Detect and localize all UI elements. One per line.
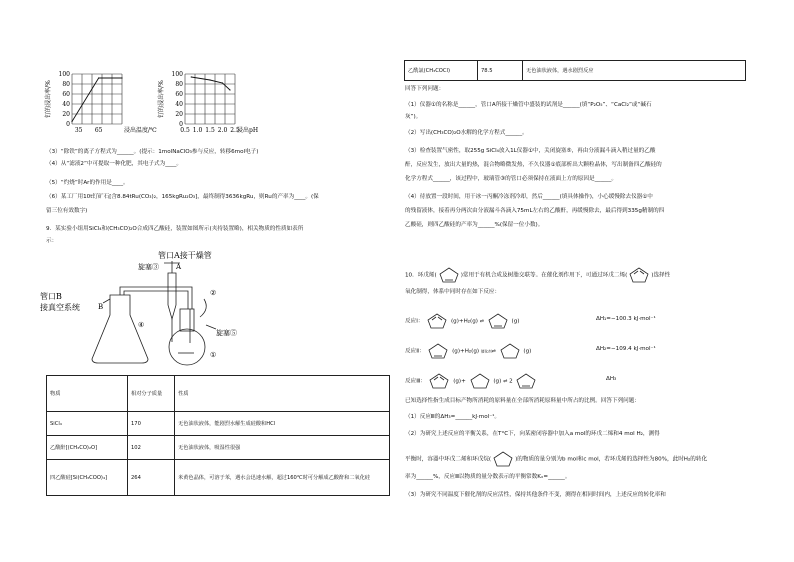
reaction-1-label: 反应Ⅰ： (405, 318, 424, 325)
reaction-1-mid: (g)+H₂(g) (451, 318, 478, 325)
q10-part1: （1）反应Ⅲ的ΔH₃=______kJ·mol⁻¹。 (405, 414, 501, 420)
label-n2: ② (210, 289, 217, 297)
chart1-series-line (72, 78, 122, 122)
equilibrium-arrow-icon: ⇌ (503, 378, 508, 385)
cell-properties: 米黄色晶体，可溶于苯，遇水会迅速水解，超过160℃时可分解成乙酸酐和二氧化硅 (175, 460, 390, 496)
reaction-3-dh: ΔH₃ (606, 376, 617, 382)
chart2-data-point (191, 76, 192, 77)
reaction-1-after: (g) (511, 318, 520, 325)
r-q4-line2: 的残留液体，接着再分两次由分液漏斗各滴入75mL左右的乙酸酐，再缓慢除去，最后得到335g精制的四 (405, 208, 665, 214)
reaction-2-label: 反应Ⅱ： (405, 348, 425, 355)
round-bottom-flask (169, 329, 205, 365)
reaction-2 (405, 342, 531, 360)
chart2-data-point (209, 79, 210, 80)
r-q3-line3: 化学方程式______，该过程中，玻璃管③的管口必须保持在液面上方的原因是______。 (405, 176, 617, 182)
reaction-2-after: (g) (523, 348, 532, 355)
header-mass: 相对分子质量 (128, 376, 175, 412)
chart1-data-point (98, 77, 99, 78)
table-row (47, 436, 390, 460)
chart2-ylabel: 钌的浸出率/% (158, 80, 165, 118)
reaction-1-dh: ΔH₁=−100.3 kJ·mol⁻¹ (596, 316, 656, 322)
cyclopentene-icon (426, 342, 450, 360)
q10-part2-line1: （2）为研究上述反应的平衡关系，在T°C下，向某密闭容器中加入a mol的环戊二烯和4 mol H₂，测得 (405, 431, 660, 437)
question-4: （4）从“滤液2”中可提取一种化肥，其电子式为____。 (46, 161, 182, 167)
question-5: （5）“灼烧”时Ar的作用是____。 (46, 180, 129, 186)
chart2-xtick-label: 1.5 (205, 127, 215, 134)
cyclopentadiene-icon (627, 266, 651, 284)
chart2-series-line (191, 77, 230, 90)
chart2-ytick-label: 60 (175, 91, 183, 98)
table-row (47, 460, 390, 496)
cyclopentadiene-icon (425, 312, 449, 330)
cell-properties: 无色油状液体，吸湿性很强 (175, 436, 390, 460)
q10-part2-line3: 率为______%，反应Ⅲ以物质的量分数表示的平衡常数Kₓ=______。 (405, 474, 571, 480)
table-row (405, 61, 746, 81)
chart1-data-point (71, 121, 72, 122)
reaction-3-label: 反应Ⅲ： (405, 378, 426, 385)
chart1-xlabel: 浸出温度/℃ (124, 127, 157, 134)
catalyst-label: 催化剂 (480, 349, 492, 354)
table-header-row (47, 376, 390, 412)
question-6-line1: （6）某工厂用10t钌矿石[含8.84tRu(CO₃)₂，165kgRu₂O₃]，最终制得3636kgRu，则Ru的产率为____。(保 (46, 194, 319, 200)
q10-line1 (405, 266, 670, 284)
chart2-data-point (222, 82, 223, 83)
cyclopentane-icon (468, 372, 492, 390)
chart-temperature (40, 66, 170, 146)
label-stopcock-5: 旋塞⑤ (216, 329, 237, 337)
cell-properties: 无色油状液体，能剧烈水解生成硅酸和HCl (175, 412, 390, 436)
chart2-grid (185, 74, 235, 124)
top-table-row (404, 60, 746, 81)
q10-part2-post: )的物质的量分别为b mol和c mol，若环戊烯的选择性为80%，此时H₂的转化 (515, 456, 708, 463)
q10-part2-line2 (405, 450, 707, 468)
header-substance: 物质 (47, 376, 128, 412)
chart2-xtick-label: 1.0 (192, 127, 203, 134)
cell-substance: 乙酸酐[(CH₃CO)₂O] (47, 436, 128, 460)
cyclopentadiene-icon (427, 372, 451, 390)
r-q2: （2）写出(CH₃CO)₂O水解的化学方程式______。 (405, 130, 528, 136)
cell-substance: SiCl₄ (47, 412, 128, 436)
chart1-xtick-label: 65 (94, 127, 103, 134)
chart1-ytick-label: 40 (62, 101, 70, 108)
dropping-funnel (168, 273, 176, 319)
chart2-ytick-label: 0 (179, 121, 183, 128)
equilibrium-arrow-icon: ⇌ (479, 318, 484, 325)
q10-pre: 10．环戊烯( (405, 272, 437, 279)
q10-post: )常用于有机合成及树脂交联等。在催化剂作用下，可通过环戊二烯( (460, 272, 628, 279)
reaction-2-dh: ΔH₂=−109.4 kJ·mol⁻¹ (596, 346, 656, 352)
r-q1-line2: 灰”)。 (405, 114, 422, 120)
chart-ph (153, 66, 273, 146)
r-q1-line1: （1）仪器①的名称是______，管口A所接干燥管中盛装的试剂是______(填“P₂O₅”、“CaCl₂”或“碱石 (405, 102, 652, 108)
connecting-tube (120, 287, 192, 309)
r-q3-line1: （3）检查装置气密性，取255g SiCl₄放入1L仪器①中，关闭旋塞⑤，再由分液漏斗滴入稍过量的乙酸 (405, 148, 656, 154)
cell-mass: 170 (128, 412, 175, 436)
chart2-xtick-label: 2.0 (217, 127, 228, 134)
q10-end: )选择性 (651, 272, 671, 279)
label-port-b-line1: 管口B (40, 292, 62, 301)
cyclopentene-icon (437, 266, 461, 284)
cell-mass: 78.5 (478, 61, 523, 81)
chart1-ytick-label: 100 (58, 71, 70, 78)
chart2-ytick-label: 40 (175, 101, 183, 108)
q10-part2-pre: 平衡时，容器中环戊二烯和环戊烷( (405, 456, 492, 463)
cyclopentane-icon (491, 450, 515, 468)
q10-part3: （3）为研究不同温度下催化剂的反应活性，保持其他条件不变，测得在相同时间内，上述反应的转化率和 (405, 492, 666, 498)
reaction-1 (405, 312, 519, 330)
label-port-a: 管口A接干燥管 (158, 251, 212, 260)
chart2-xlabel: 浸出pH (237, 127, 259, 134)
reaction-3-mid: (g)+ (453, 378, 466, 385)
cell-mass: 264 (128, 460, 175, 496)
question-9-line2: 示： (46, 238, 58, 244)
reaction-3-mid2: (g) (493, 378, 502, 385)
chart1-xtick-label: 35 (74, 127, 83, 134)
reaction-3-coef: 2 (509, 378, 513, 385)
question-3: （3）“除铁”的离子方程式为______。(提示：1molNaClO₃参与反应，转移6mol电子) (46, 149, 259, 155)
r-q4-line3: 乙酸硅，则四乙酸硅的产率为______%(保留一位小数)。 (405, 222, 544, 228)
answer-intro: 回答下列问题： (405, 86, 445, 92)
question-9-line1: 9．某实验小组用SiCl₄和(CH₃CO)₂O合成四乙酸硅，装置如图所示(夹持装置略)，相关物质的性质如表所 (46, 226, 304, 232)
r-q3-line2: 酐，反应发生，放出大量的热，混合物略微发热，不久仪器①底部析出大颗粒晶体，写出制备四乙酸硅的 (405, 162, 662, 168)
cell-substance: 乙酰氯(CH₃COCl) (405, 61, 478, 81)
cyclopentene-icon (514, 372, 538, 390)
equilibrium-arrow-icon: ⇌ (491, 348, 496, 355)
cyclopentene-icon (486, 312, 510, 330)
label-n1: ① (210, 351, 217, 359)
label-stopcock-3: 旋塞③ (138, 263, 159, 271)
chart1-ytick-label: 60 (62, 91, 70, 98)
q10-line2: 氧化制得，体系中同时存在如下反应： (405, 289, 501, 295)
r-q4-line1: （4）待放置一段时间，用干冰一丙酮冷冻剂冷却，然后______(填具体操作)，小心缓慢除去仪器①中 (405, 194, 653, 200)
chart2-layer (157, 71, 258, 134)
label-n4: ④ (138, 321, 145, 329)
reaction-2-mid: (g)+H₂(g) (452, 348, 480, 355)
chart1-data-point (121, 77, 122, 78)
label-a: A (176, 263, 182, 271)
chart2-data-point (229, 89, 230, 90)
table-row (47, 412, 390, 436)
label-b: B (98, 303, 104, 311)
chart1-ytick-label: 0 (66, 121, 70, 128)
question-6-line2: 留三位有效数字) (46, 208, 88, 214)
chart1-ylabel: 钌的浸出率/% (45, 80, 52, 118)
properties-table (46, 375, 390, 496)
chart2-ytick-label: 100 (171, 71, 183, 78)
chart2-xtick-label: 2.5 (230, 127, 240, 134)
apparatus-diagram (40, 247, 300, 372)
label-port-b-line2: 接真空系统 (40, 303, 80, 312)
chart2-ytick-label: 80 (175, 81, 183, 88)
chart2-xtick-label: 0.5 (180, 127, 190, 134)
reaction-3 (405, 372, 538, 390)
chart2-ytick-label: 20 (175, 111, 183, 118)
chart1-ytick-label: 80 (62, 81, 70, 88)
chart1-layer (44, 71, 157, 134)
cyclopentane-icon (498, 342, 522, 360)
header-properties: 性质 (175, 376, 390, 412)
cell-substance: 四乙酸硅[Si(CH₃COO)₄] (47, 460, 128, 496)
q10-selectivity-note: 已知选择性指生成目标产物所消耗的原料量在全部所消耗原料量中所占的比例。回答下列问题： (405, 398, 640, 404)
cell-properties: 无色油状液体，遇水剧烈反应 (523, 61, 746, 81)
cell-mass: 102 (128, 436, 175, 460)
chart1-ytick-label: 20 (62, 111, 70, 118)
